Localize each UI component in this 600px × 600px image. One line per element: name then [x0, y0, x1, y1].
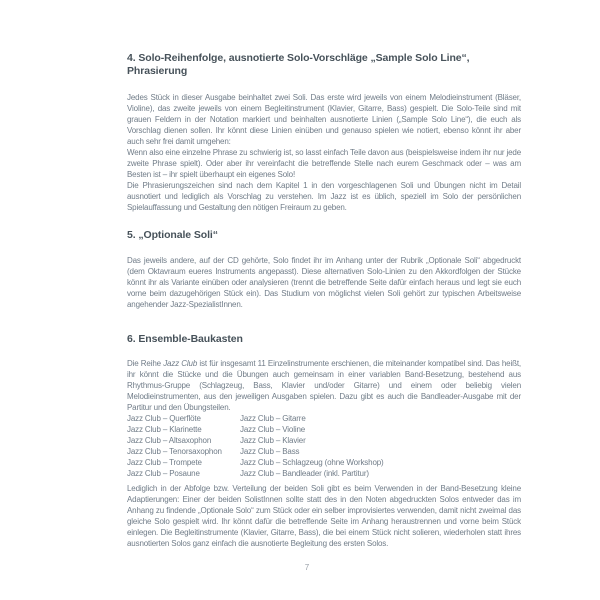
- section-6-closing-paragraph: Lediglich in der Abfolge bzw. Verteilung der beiden Soli gibt es beim Verwenden in der Band-Besetzung kleine Adaptierungen: Einer der beiden SolistInnen sollte statt des in den Noten abgedruckten Solos entweder das im Anhang zu findende „Optionale Solo“ zum Stück oder ein selber improvisiertes verwenden, damit nicht zweimal das gleiche Solo gespielt wird. Ihr könnt dafür die betreffende Seite im Anhang heraustrennen und vorne beim Stück einlegen. Die Begleitinstrumente (Klavier, Gitarre, Bass), die bei einem Stück nicht solieren, wiederholen statt ihres ausnotierten Solos ganz einfach die ausnotierte Begleitung des ersten Solos.: [127, 484, 521, 548]
- section-4-paragraph-3: Die Phrasierungszeichen sind nach dem Kapitel 1 in den vorgeschlagenen Soli und Übungen nicht im Detail ausnotiert und lediglich als Vorschlag zu verstehen. Im Jazz ist es üblich, speziell im Solo der persönlichen Spielauffassung und Gestaltung den nötigen Freiraum zu geben.: [127, 181, 521, 212]
- edition-item: Jazz Club – Bass: [240, 447, 300, 456]
- page-content: [127, 52, 521, 549]
- section-5-heading: 5. „Optionale Soli“: [127, 229, 218, 241]
- edition-item: Jazz Club – Posaune: [127, 469, 200, 478]
- edition-item: Jazz Club – Klavier: [240, 436, 306, 445]
- edition-item: Jazz Club – Schlagzeug (ohne Workshop): [240, 458, 384, 467]
- section-optionale-soli: [127, 229, 521, 310]
- editions-column-left: [127, 413, 240, 479]
- section-5-paragraph-1: Das jeweils andere, auf der CD gehörte, Solo findet ihr im Anhang unter der Rubrik „Optionale Soli“ abgedruckt (dem Oktavraum eueres Instruments angepasst). Diese alternativen Solo-Linien zu den Akkordfolgen der Stücke könnt ihr als Variante einüben oder analysieren (trennt die betreffende Seite dafür einfach heraus und legt sie euch vorne beim dazugehörigen Stück ein). Das Studium von möglichst vielen Soli gehört zur typischen Arbeitsweise angehender Jazz-SpezialistInnen.: [127, 256, 521, 309]
- section-4-heading: 4. Solo-Reihenfolge, ausnotierte Solo-Vorschläge „Sample Solo Line“, Phrasierung: [127, 52, 470, 77]
- editions-list: [127, 413, 521, 479]
- edition-item: Jazz Club – Altsaxophon: [127, 436, 212, 445]
- edition-item: Jazz Club – Trompete: [127, 458, 202, 467]
- section-4-paragraph-1: Jedes Stück in dieser Ausgabe beinhaltet zwei Soli. Das erste wird jeweils von einem Melodieinstrument (Bläser, Violine), das zweite jeweils von einem Begleitinstrument (Klavier, Gitarre, Bass) gespielt. Die Solo-Teile sind mit grauen Feldern in der Notation markiert und beinhalten ausnotierte Linien („Sample Solo Line“), die euch als Vorschlag dienen sollen. Ihr könnt diese Linien einüben und genauso spielen wie notiert, ebenso könnt ihr aber auch sehr frei damit umgehen:: [127, 93, 521, 146]
- section-ensemble-baukasten: [127, 333, 521, 549]
- page-number: 7: [304, 563, 310, 572]
- section-6-heading: 6. Ensemble-Baukasten: [127, 333, 243, 345]
- editions-column-right: [240, 413, 521, 479]
- edition-item: Jazz Club – Violine: [240, 425, 306, 434]
- series-name: Jazz Club: [163, 359, 198, 368]
- section-6-intro-paragraph: [127, 358, 521, 413]
- page-footer: [14, 563, 600, 572]
- section-solo-reihenfolge: [127, 52, 521, 213]
- intro-suffix: ist für insgesamt 11 Einzelinstrumente erschienen, die miteinander kompatibel sind. Das heißt, ihr könnt die Stücke und die Übungen auch gemeinsam in einer variablen Band-Besetzung, bestehend aus Rhythmus-Gruppe (Schlagzeug, Bass, Klavier und/oder Gitarre) und einem oder beliebig vielen Melodieinstrumenten, aus den jeweiligen Ausgaben spielen. Dazu gibt es auch die Bandleader-Ausgabe mit der Partitur und den Übungsteilen.: [127, 359, 521, 412]
- edition-item: Jazz Club – Querflöte: [127, 414, 201, 423]
- section-4-paragraph-2: Wenn also eine einzelne Phrase zu schwierig ist, so lasst einfach Teile davon aus (beispielsweise indem ihr nur jede zweite Phrase spielt). Oder aber ihr vereinfacht die betreffende Stelle nach eurem Geschmack oder – was am Besten ist – ihr spielt überhaupt ein eigenes Solo!: [127, 148, 521, 179]
- edition-item: Jazz Club – Bandleader (inkl. Partitur): [240, 469, 369, 478]
- intro-prefix: Die Reihe: [127, 359, 164, 368]
- edition-item: Jazz Club – Klarinette: [127, 425, 202, 434]
- edition-item: Jazz Club – Tenorsaxophon: [127, 447, 222, 456]
- edition-item: Jazz Club – Gitarre: [240, 414, 306, 423]
